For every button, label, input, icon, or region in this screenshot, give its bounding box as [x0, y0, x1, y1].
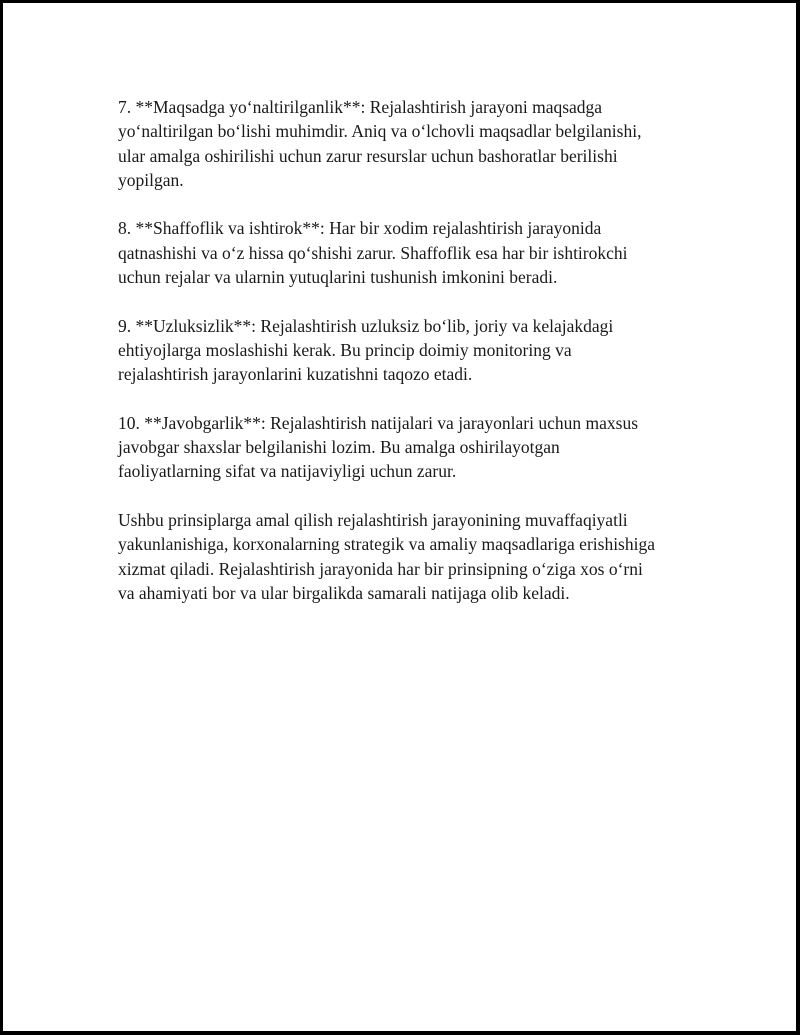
paragraph-conclusion: Ushbu prinsiplarga amal qilish rejalashtirish jarayonining muvaffaqiyatli yakunlanishiga, korxonalarning strategik va amaliy maqsadlariga erishishiga xizmat qiladi. Rejalashtirish jarayonida har bir prinsipning o‘ziga xos o‘rni va ahamiyati bor va ular birgalikda samarali natijaga olib keladi. — [118, 510, 655, 603]
paragraph-principle-7: 7. **Maqsadga yo‘naltirilganlik**: Rejalashtirish jarayoni maqsadga yo‘naltirilgan bo‘lishi muhimdir. Aniq va o‘lchovli maqsadlar belgilanishi, ular amalga oshirilishi uchun zarur resurslar uchun bashoratlar berilishi yopilgan. — [118, 97, 642, 190]
document-body — [118, 95, 698, 630]
paragraph-principle-9: 9. **Uzluksizlik**: Rejalashtirish uzluksiz bo‘lib, joriy va kelajakdagi ehtiyojlarga moslashishi kerak. Bu princip doimiy monitoring va rejalashtirish jarayonlarini kuzatishni taqozo etadi. — [118, 315, 614, 385]
paragraph-principle-8: 8. **Shaffoflik va ishtirok**: Har bir xodim rejalashtirish jarayonida qatnashishi va o‘z hissa qo‘shishi zarur. Shaffoflik esa har bir ishtirokchi uchun rejalar va ularnin yutuqlarini tushunish imkonini beradi. — [118, 218, 628, 288]
paragraph-principle-10: 10. **Javobgarlik**: Rejalashtirish natijalari va jarayonlari uchun maxsus javobgar shaxslar belgilanishi lozim. Bu amalga oshirilayotgan faoliyatlarning sifat va natijaviyligi uchun zarur. — [118, 412, 639, 482]
